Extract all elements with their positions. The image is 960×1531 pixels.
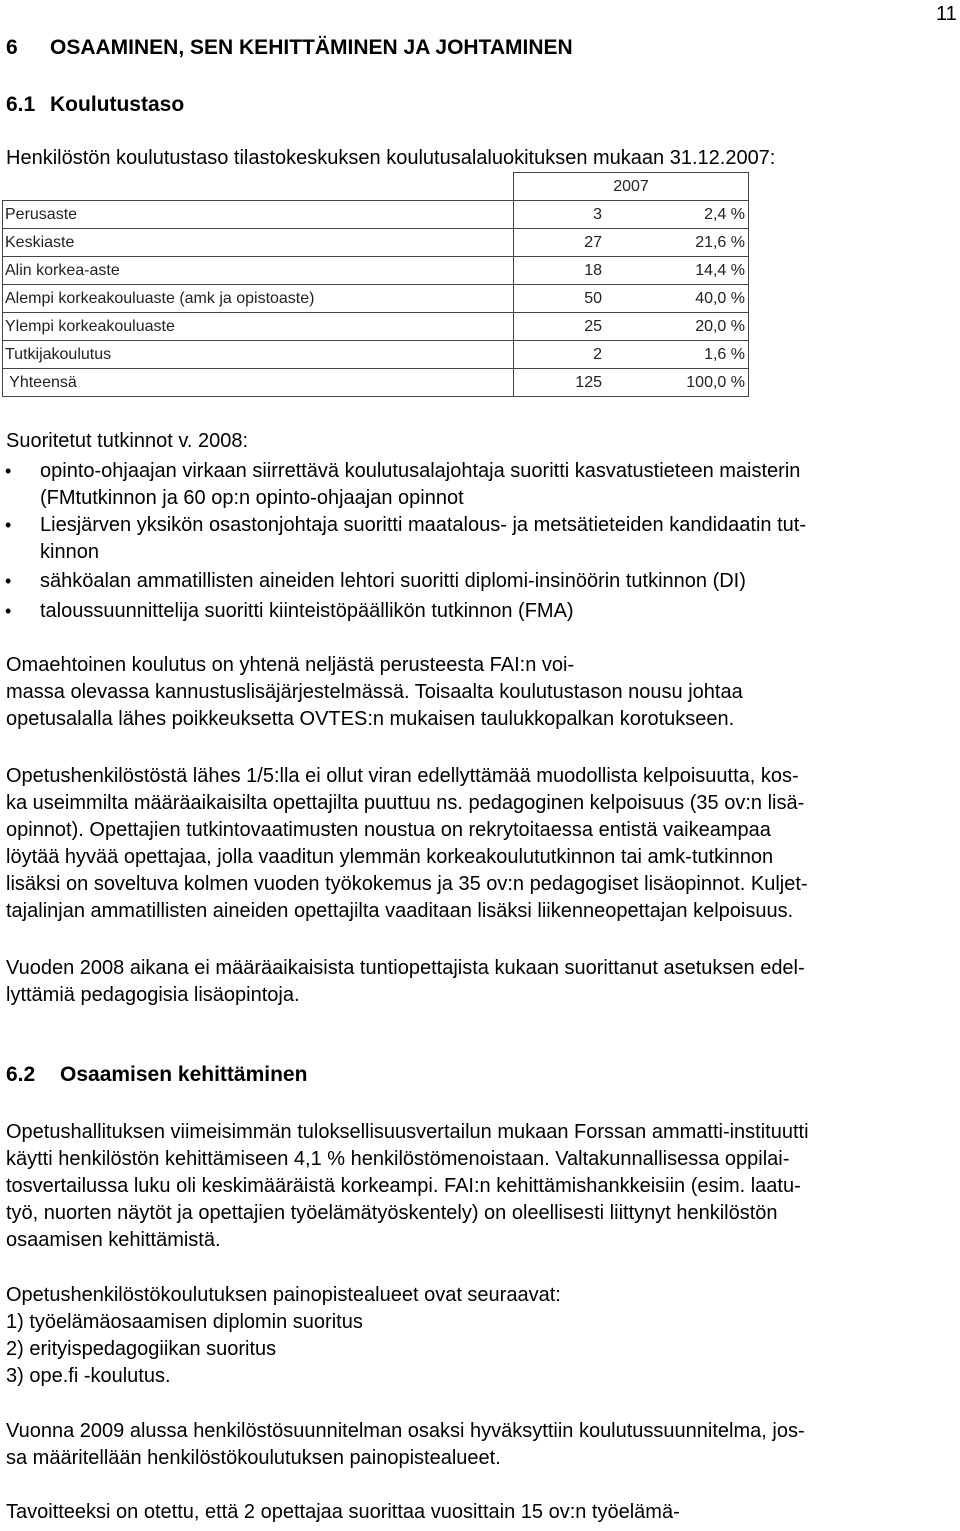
table-row: Ylempi korkeakouluaste 25 20,0 % <box>3 313 749 341</box>
chapter-heading <box>6 36 573 60</box>
paragraph-focus-areas: Opetushenkilöstökoulutuksen painopistealueet ovat seuraavat: 1) työelämäosaamisen diplomin suoritus 2) erityispedagogiikan suoritus 3) ope.fi -koulutus. <box>6 1284 561 1387</box>
section-title: Osaamisen kehittäminen <box>60 1063 308 1086</box>
section-number: 6.1 <box>6 93 36 116</box>
list-item: • taloussuunnittelija suoritti kiinteistöpäällikön tutkinnon (FMA) <box>40 598 574 625</box>
year-header: 2007 <box>514 173 749 201</box>
table-total-row: Yhteensä 125 100,0 % <box>3 369 749 397</box>
list-item: • Liesjärven yksikön osastonjohtaja suoritti maatalous- ja metsätieteiden kandidaatin tut- kinnon <box>40 512 806 566</box>
paragraph-training-plan: Vuonna 2009 alussa henkilöstösuunnitelman osaksi hyväksyttiin koulutussuunnitelma, jos- sa määritellään henkilöstökoulutuksen painopistealueet. <box>6 1420 805 1469</box>
completed-degrees-heading: Suoritetut tutkinnot v. 2008: <box>6 430 249 452</box>
paragraph-goal: Tavoitteeksi on otettu, että 2 opettajaa suorittaa vuosittain 15 ov:n työelämä- <box>6 1501 680 1523</box>
paragraph-hourly-teachers: Vuoden 2008 aikana ei määräaikaisista tuntiopettajista kukaan suorittanut asetuksen edel- lyttämiä pedagogisia lisäopintoja. <box>6 957 805 1006</box>
table-header-row <box>3 173 749 201</box>
table-row: Keskiaste 27 21,6 % <box>3 229 749 257</box>
table-row: Alempi korkeakouluaste (amk ja opistoaste) 50 40,0 % <box>3 285 749 313</box>
table-row: Tutkijakoulutus 2 1,6 % <box>3 341 749 369</box>
chapter-title: OSAAMINEN, SEN KEHITTÄMINEN JA JOHTAMINEN <box>50 36 573 59</box>
section-heading-6-2 <box>6 1063 307 1087</box>
section-heading-6-1 <box>6 93 184 117</box>
table-row: Perusaste 3 2,4 % <box>3 201 749 229</box>
page-number: 11 <box>936 3 957 25</box>
table-intro: Henkilöstön koulutustaso tilastokeskuksen koulutusalaluokituksen mukaan 31.12.2007: <box>6 147 776 169</box>
paragraph-qualifications: Opetushenkilöstöstä lähes 1/5:lla ei ollut viran edellyttämää muodollista kelpoisuutta, kos- ka useimmilta määräaikaisilta opettajilta puuttuu ns. pedagoginen kelpoisuus (35 ov:n lisä- opinnot). Opettajien tutkintovaatimusten noustua on rekrytoitaessa entistä vaikeampaa löytää hyvää opettajaa, jolla vaaditun ylemmän korkeakoulututkinnon tai amk-tutkinnon lisäksi on soveltuva kolmen vuoden työkokemus ja 35 ov:n pedagogiset lisäopinnot. Kuljet- tajalinjan ammatillisten aineiden opettajilta vaaditaan lisäksi liikenneopettajan kelpoisuus. <box>6 765 808 922</box>
paragraph-self-study: Omaehtoinen koulutus on yhtenä neljästä perusteesta FAI:n voi- massa olevassa kannustuslisäjärjestelmässä. Toisaalta koulutustason nousu johtaa opetusalalla lähes poikkeuksetta OVTES:n mukaisen taulukkopalkan korotukseen. <box>6 654 743 730</box>
section-title: Koulutustaso <box>50 93 185 116</box>
section-number: 6.2 <box>6 1063 36 1086</box>
education-level-table <box>2 172 749 397</box>
paragraph-development: Opetushallituksen viimeisimmän tuloksellisuusvertailun mukaan Forssan ammatti-instituutti käytti henkilöstön kehittämiseen 4,1 % henkilöstömenoistaan. Valtakunnallisessa oppilai- tosvertailussa luku oli keskimääräistä korkeampi. FAI:n kehittämishankkeisiin (esim. laatu- työ, nuorten näytöt ja opettajien työelämätyöskentely) on oleellisesti liittynyt henkilöstön osaamisen kehittämistä. <box>6 1121 809 1251</box>
chapter-number: 6 <box>6 36 18 59</box>
list-item: • sähköalan ammatillisten aineiden lehtori suoritti diplomi-insinöörin tutkinnon (DI) <box>40 568 746 595</box>
table-row: Alin korkea-aste 18 14,4 % <box>3 257 749 285</box>
list-item: • opinto-ohjaajan virkaan siirrettävä koulutusalajohtaja suoritti kasvatustieteen maisterin (FMtutkinnon ja 60 op:n opinto-ohjaajan opinnot <box>40 458 800 512</box>
